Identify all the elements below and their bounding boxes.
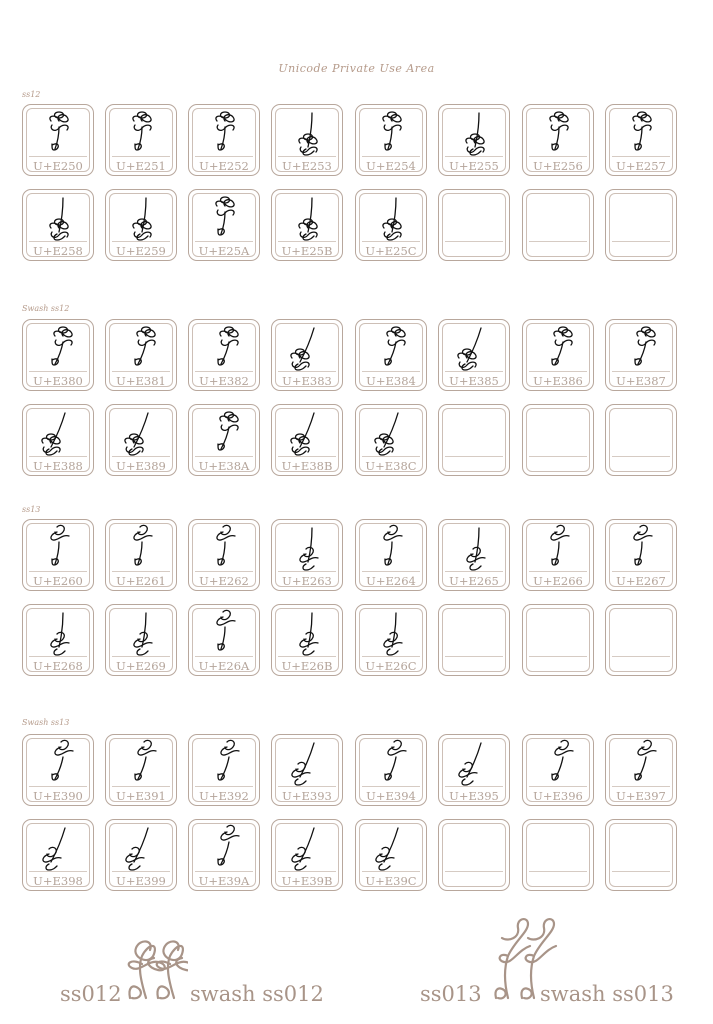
glyph-baseline (112, 241, 170, 242)
glyph-baseline (29, 156, 87, 157)
codepoint-label: U+E258 (33, 244, 83, 258)
glyph-baseline (278, 241, 336, 242)
empty-glyph-cell (605, 819, 677, 891)
glyph-cell (22, 519, 94, 591)
glyph-cell (271, 734, 343, 806)
codepoint-label: U+E253 (282, 159, 332, 173)
glyph-cell (188, 319, 260, 391)
glyph-baseline (445, 656, 503, 657)
glyph-baseline (278, 156, 336, 157)
codepoint-label: U+E38A (198, 459, 250, 473)
glyph-cell (22, 404, 94, 476)
glyph-cell (188, 819, 260, 891)
glyph-baseline (529, 371, 587, 372)
section-label: ss13 (22, 505, 41, 514)
glyph-baseline (362, 786, 420, 787)
swash-ss012-label: swash ss012 (190, 982, 324, 1006)
empty-glyph-cell (522, 189, 594, 261)
codepoint-label: U+E383 (282, 374, 332, 388)
page-title: Unicode Private Use Area (278, 62, 435, 75)
glyph-baseline (278, 786, 336, 787)
glyph-baseline (612, 456, 670, 457)
glyph-baseline (278, 871, 336, 872)
section-label: ss12 (22, 90, 41, 99)
glyph-cell (188, 404, 260, 476)
glyph-cell (188, 104, 260, 176)
swash-ss013-label: swash ss013 (540, 982, 674, 1006)
empty-glyph-cell (605, 604, 677, 676)
glyph-cell (271, 189, 343, 261)
glyph-cell (438, 519, 510, 591)
ss013-label: ss013 (420, 982, 482, 1006)
codepoint-label: U+E393 (282, 789, 332, 803)
codepoint-label: U+E380 (33, 374, 83, 388)
glyph-cell (355, 519, 427, 591)
glyph-baseline (445, 456, 503, 457)
glyph-baseline (278, 456, 336, 457)
glyph-cell (522, 519, 594, 591)
glyph-baseline (529, 241, 587, 242)
glyph-baseline (445, 786, 503, 787)
glyph-cell (271, 104, 343, 176)
glyph-baseline (112, 656, 170, 657)
glyph-baseline (362, 456, 420, 457)
glyph-baseline (195, 371, 253, 372)
glyph-cell (22, 734, 94, 806)
codepoint-label: U+E26B (281, 659, 333, 673)
glyph-cell (188, 519, 260, 591)
glyph-baseline (29, 456, 87, 457)
glyph-baseline (29, 241, 87, 242)
glyph-cell (355, 189, 427, 261)
glyph-baseline (112, 571, 170, 572)
glyph-cell (271, 819, 343, 891)
glyph-baseline (195, 456, 253, 457)
glyph-cell (438, 319, 510, 391)
glyph-cell (105, 104, 177, 176)
glyph-cell (438, 734, 510, 806)
codepoint-label: U+E268 (33, 659, 83, 673)
codepoint-label: U+E25A (198, 244, 250, 258)
empty-glyph-cell (605, 404, 677, 476)
glyph-baseline (612, 371, 670, 372)
glyph-cell (105, 319, 177, 391)
glyph-baseline (278, 656, 336, 657)
codepoint-label: U+E384 (366, 374, 416, 388)
empty-glyph-cell (438, 604, 510, 676)
glyph-baseline (362, 241, 420, 242)
glyph-cell (355, 819, 427, 891)
codepoint-label: U+E250 (33, 159, 83, 173)
glyph-cell (522, 734, 594, 806)
glyph-empty (439, 190, 511, 262)
glyph-cell (605, 104, 677, 176)
glyph-baseline (612, 571, 670, 572)
glyph-cell (355, 404, 427, 476)
codepoint-label: U+E381 (116, 374, 166, 388)
glyph-empty (606, 190, 678, 262)
glyph-baseline (195, 571, 253, 572)
glyph-cell (105, 519, 177, 591)
glyph-cell (22, 189, 94, 261)
glyph-baseline (445, 871, 503, 872)
glyph-cell (271, 604, 343, 676)
glyph-empty (523, 820, 595, 892)
empty-glyph-cell (522, 404, 594, 476)
glyph-cell (271, 404, 343, 476)
glyph-baseline (445, 241, 503, 242)
codepoint-label: U+E269 (116, 659, 166, 673)
glyph-baseline (612, 241, 670, 242)
glyph-baseline (195, 156, 253, 157)
empty-glyph-cell (522, 604, 594, 676)
codepoint-label: U+E251 (116, 159, 166, 173)
codepoint-label: U+E264 (366, 574, 416, 588)
glyph-baseline (362, 871, 420, 872)
codepoint-label: U+E263 (282, 574, 332, 588)
codepoint-label: U+E261 (116, 574, 166, 588)
codepoint-label: U+E391 (116, 789, 166, 803)
codepoint-label: U+E397 (616, 789, 666, 803)
glyph-cell (605, 319, 677, 391)
codepoint-label: U+E26A (198, 659, 250, 673)
glyph-cell (188, 734, 260, 806)
glyph-baseline (195, 241, 253, 242)
glyph-cell (522, 104, 594, 176)
glyph-cell (105, 404, 177, 476)
codepoint-label: U+E387 (616, 374, 666, 388)
glyph-baseline (529, 156, 587, 157)
glyph-baseline (445, 371, 503, 372)
glyph-baseline (529, 786, 587, 787)
codepoint-label: U+E255 (449, 159, 499, 173)
glyph-empty (439, 605, 511, 677)
glyph-cell (355, 319, 427, 391)
section-label: Swash ss13 (22, 718, 70, 727)
codepoint-label: U+E39B (281, 874, 333, 888)
glyph-baseline (612, 871, 670, 872)
glyph-cell (188, 604, 260, 676)
glyph-cell (271, 519, 343, 591)
codepoint-label: U+E260 (33, 574, 83, 588)
glyph-cell (22, 104, 94, 176)
codepoint-label: U+E252 (199, 159, 249, 173)
codepoint-label: U+E39A (198, 874, 250, 888)
glyph-baseline (112, 371, 170, 372)
glyph-baseline (278, 371, 336, 372)
codepoint-label: U+E262 (199, 574, 249, 588)
glyph-cell (22, 604, 94, 676)
glyph-cell (605, 734, 677, 806)
glyph-baseline (612, 156, 670, 157)
glyph-baseline (445, 571, 503, 572)
glyph-cell (105, 819, 177, 891)
glyph-empty (439, 820, 511, 892)
glyph-empty (523, 605, 595, 677)
glyph-baseline (195, 786, 253, 787)
codepoint-label: U+E257 (616, 159, 666, 173)
glyph-baseline (195, 871, 253, 872)
glyph-cell (355, 604, 427, 676)
glyph-baseline (362, 656, 420, 657)
codepoint-label: U+E25B (281, 244, 333, 258)
glyph-baseline (362, 156, 420, 157)
codepoint-label: U+E396 (533, 789, 583, 803)
glyph-empty (606, 405, 678, 477)
codepoint-label: U+E398 (33, 874, 83, 888)
codepoint-label: U+E265 (449, 574, 499, 588)
glyph-empty (523, 190, 595, 262)
codepoint-label: U+E382 (199, 374, 249, 388)
codepoint-label: U+E254 (366, 159, 416, 173)
glyph-baseline (362, 371, 420, 372)
glyph-baseline (112, 786, 170, 787)
codepoint-label: U+E389 (116, 459, 166, 473)
glyph-cell (22, 319, 94, 391)
glyph-baseline (112, 871, 170, 872)
codepoint-label: U+E392 (199, 789, 249, 803)
glyph-empty (606, 820, 678, 892)
codepoint-label: U+E38C (365, 459, 417, 473)
codepoint-label: U+E266 (533, 574, 583, 588)
empty-glyph-cell (438, 189, 510, 261)
glyph-baseline (612, 786, 670, 787)
glyph-cell (438, 104, 510, 176)
codepoint-label: U+E259 (116, 244, 166, 258)
section-label: Swash ss12 (22, 304, 70, 313)
glyph-baseline (529, 656, 587, 657)
glyph-cell (355, 734, 427, 806)
glyph-cell (605, 519, 677, 591)
glyph-cell (355, 104, 427, 176)
glyph-baseline (29, 656, 87, 657)
glyph-baseline (29, 371, 87, 372)
glyph-baseline (112, 456, 170, 457)
glyph-empty (439, 405, 511, 477)
codepoint-label: U+E394 (366, 789, 416, 803)
codepoint-label: U+E39C (365, 874, 417, 888)
codepoint-label: U+E256 (533, 159, 583, 173)
codepoint-label: U+E26C (365, 659, 417, 673)
codepoint-label: U+E25C (365, 244, 417, 258)
glyph-cell (105, 189, 177, 261)
glyph-baseline (29, 786, 87, 787)
glyph-baseline (112, 156, 170, 157)
codepoint-label: U+E395 (449, 789, 499, 803)
glyph-cell (22, 819, 94, 891)
glyph-baseline (278, 571, 336, 572)
glyph-baseline (29, 871, 87, 872)
glyph-empty (606, 605, 678, 677)
empty-glyph-cell (438, 819, 510, 891)
ss012-label: ss012 (60, 982, 122, 1006)
glyph-baseline (612, 656, 670, 657)
codepoint-label: U+E385 (449, 374, 499, 388)
codepoint-label: U+E38B (281, 459, 333, 473)
glyph-baseline (362, 571, 420, 572)
codepoint-label: U+E390 (33, 789, 83, 803)
glyph-cell (105, 604, 177, 676)
codepoint-label: U+E388 (33, 459, 83, 473)
empty-glyph-cell (438, 404, 510, 476)
glyph-empty (523, 405, 595, 477)
glyph-baseline (529, 456, 587, 457)
ss012-sample-glyph (118, 918, 188, 1006)
codepoint-label: U+E399 (116, 874, 166, 888)
glyph-cell (188, 189, 260, 261)
glyph-baseline (445, 156, 503, 157)
codepoint-label: U+E267 (616, 574, 666, 588)
glyph-baseline (195, 656, 253, 657)
glyph-baseline (29, 571, 87, 572)
empty-glyph-cell (522, 819, 594, 891)
empty-glyph-cell (605, 189, 677, 261)
glyph-baseline (529, 871, 587, 872)
glyph-cell (522, 319, 594, 391)
glyph-cell (105, 734, 177, 806)
glyph-cell (271, 319, 343, 391)
glyph-baseline (529, 571, 587, 572)
codepoint-label: U+E386 (533, 374, 583, 388)
